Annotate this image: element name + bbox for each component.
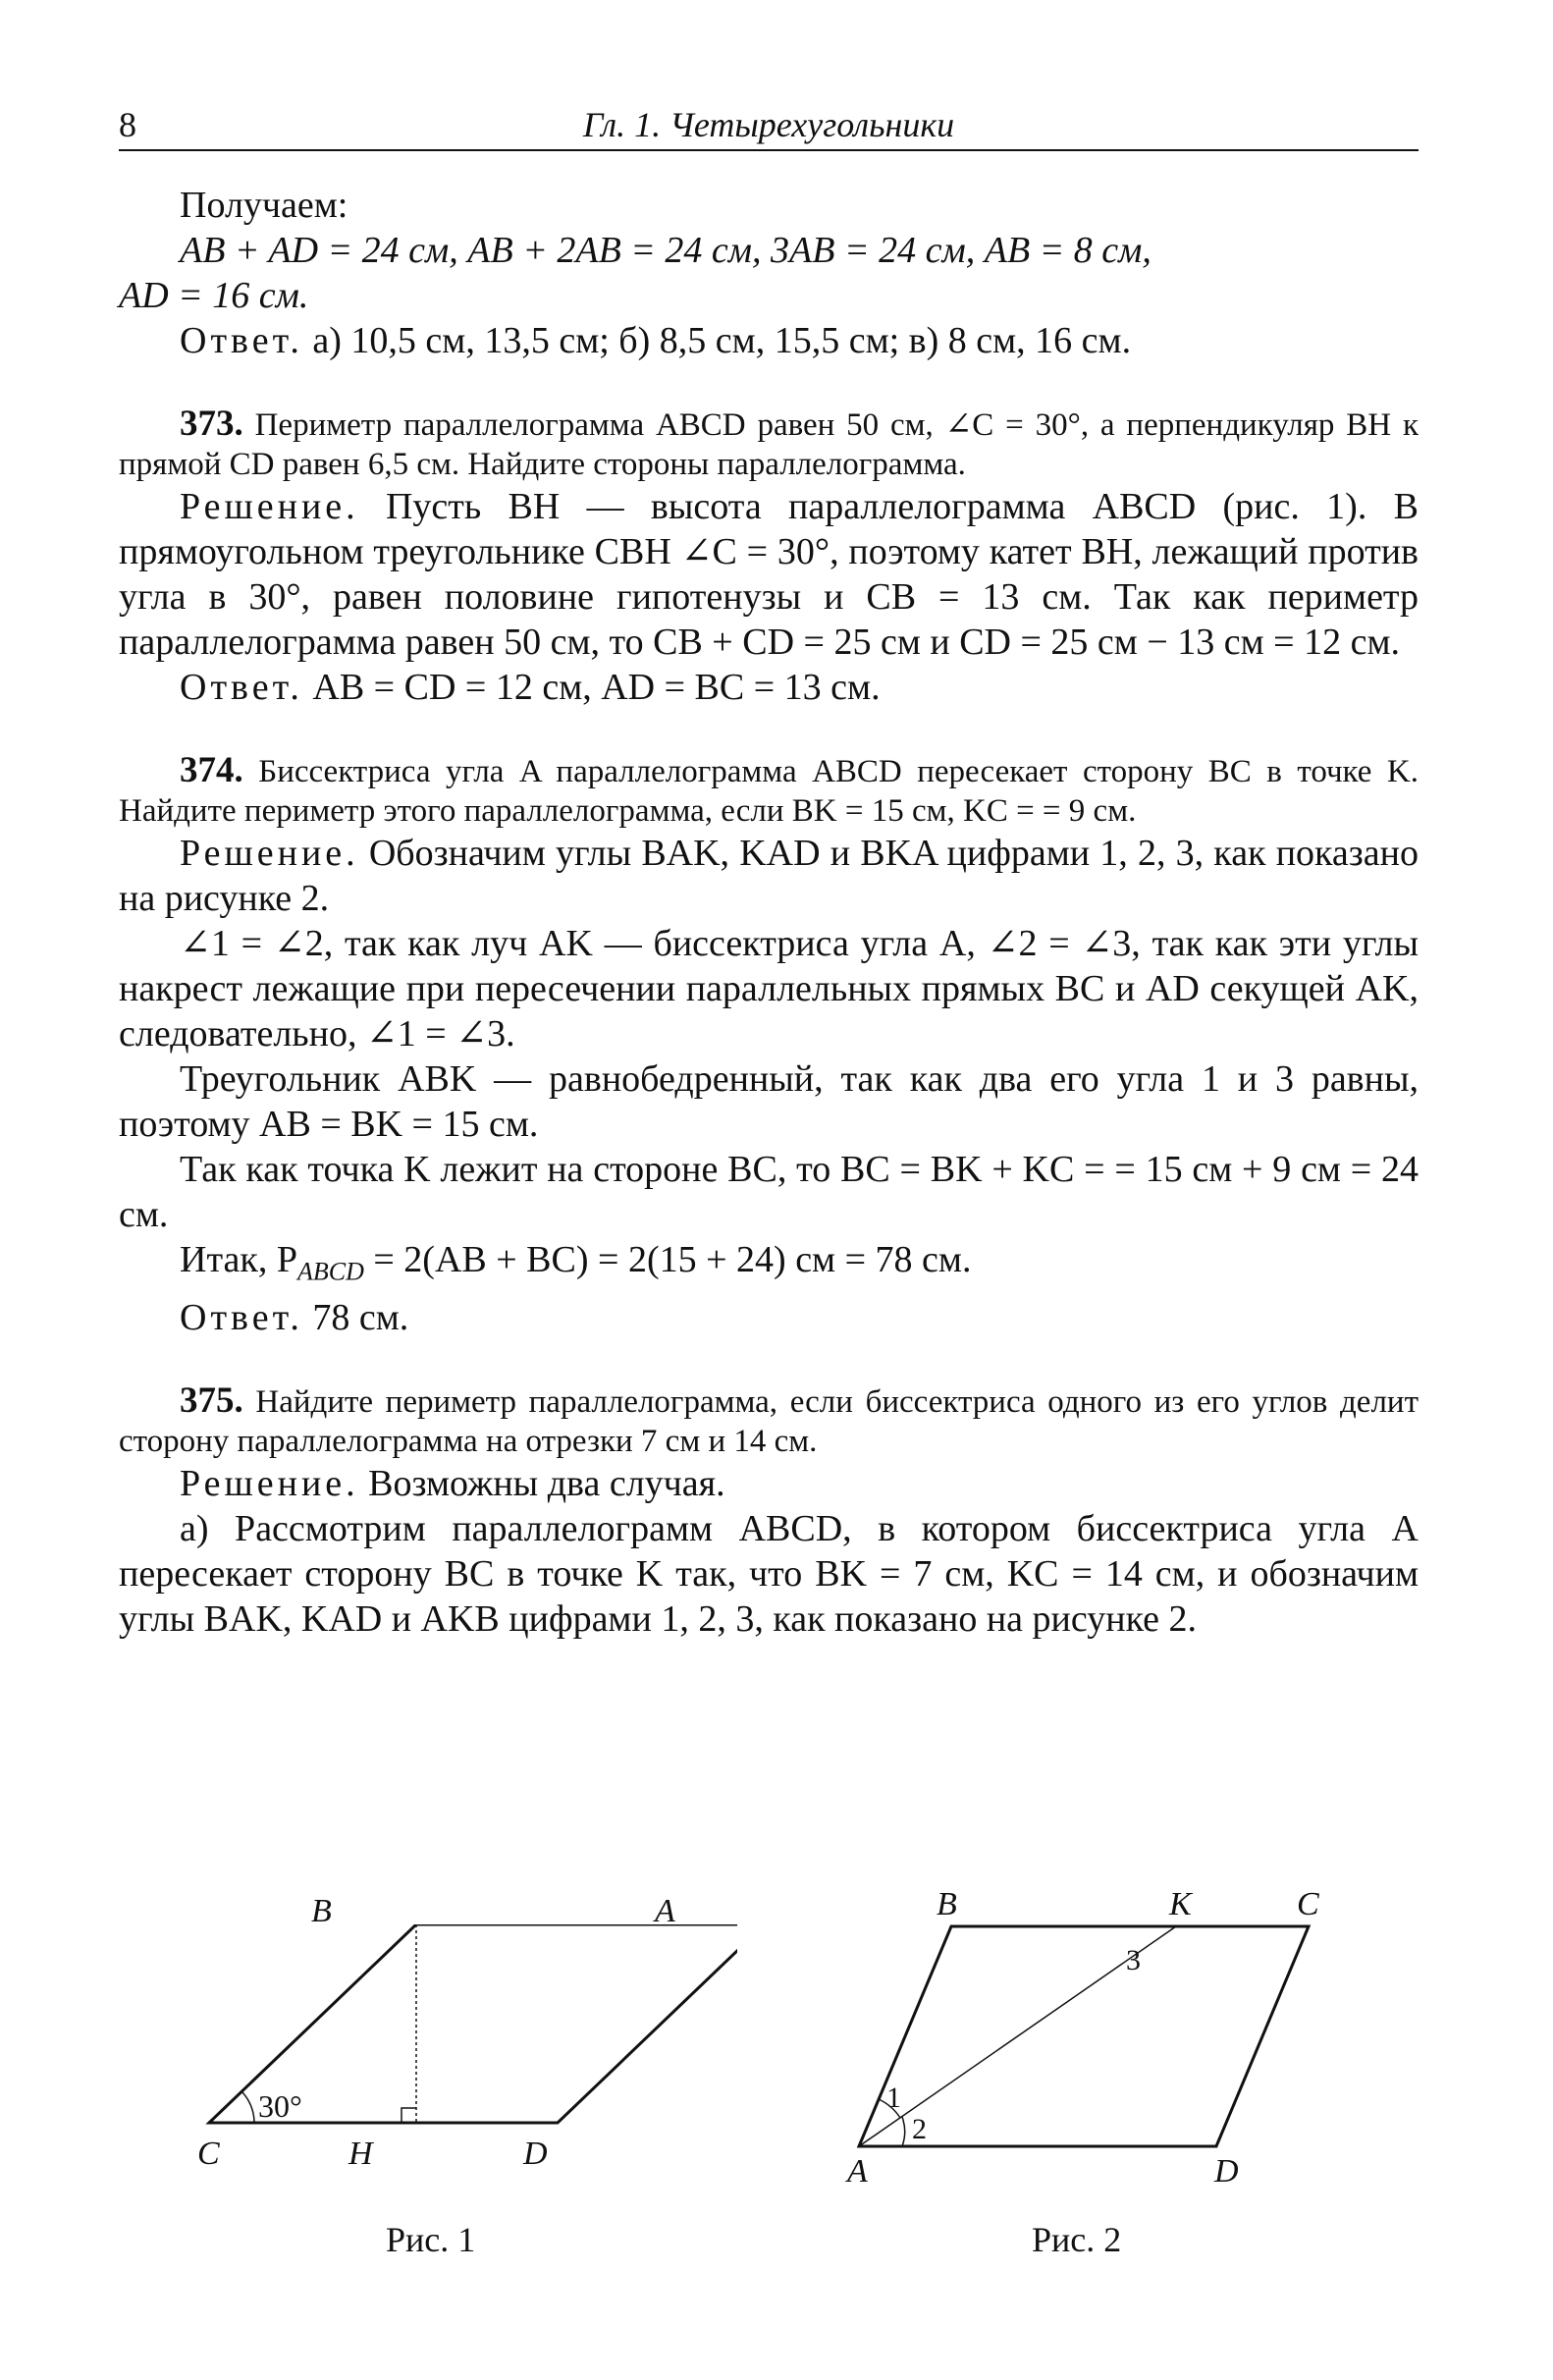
answer-text: а) 10,5 см, 13,5 см; б) 8,5 см, 15,5 см; в) 8 см, 16 см.	[302, 320, 1132, 361]
answer-paragraph	[119, 318, 1419, 363]
solution-375	[119, 1461, 1419, 1506]
label-a: A	[655, 1893, 675, 1929]
label-c: C	[1297, 1886, 1319, 1922]
figure-1-caption: Рис. 1	[386, 2220, 476, 2259]
page-content	[119, 183, 1419, 1642]
problem-373	[119, 405, 1419, 484]
label-d: D	[1214, 2153, 1239, 2190]
solution-374	[119, 831, 1419, 921]
label-h: H	[348, 2136, 373, 2172]
equation-line: AB + AD = 24 см, AB + 2AB = 24 см, 3AB = 24 см, AB = 8 см,	[180, 230, 1151, 271]
figures	[119, 1885, 1419, 2258]
problem-number: 374.	[180, 750, 243, 790]
solution-label: Решение.	[180, 833, 359, 874]
solution-374-part: Так как точка K лежит на стороне BC, то BC = BK + KC = = 15 см + 9 см = 24 см.	[119, 1149, 1419, 1235]
page-header	[119, 94, 1419, 151]
problem-375	[119, 1381, 1419, 1461]
figure-1-labels	[119, 1885, 806, 2209]
label-b: B	[311, 1893, 332, 1929]
solution-373	[119, 484, 1419, 665]
perimeter-text: Итак, P	[180, 1239, 297, 1280]
problem-text: Найдите периметр параллелограмма, если биссектриса одного из его углов делит сторону параллелограмма на отрезки 7 см и 14 см.	[119, 1383, 1419, 1459]
solution-label: Решение.	[180, 486, 359, 527]
solution-text: Пусть BH — высота параллелограмма ABCD (рис. 1). В прямоугольном треугольнике CBH ∠C = 30°, поэтому катет BH, лежащий против угла в 30°, равен половине гипотенузы и CB = 13 см. Так как периметр параллелограмма равен 50 см, то CB + CD = 25 см и CD = 25 см − 13 см = 12 см.	[119, 486, 1419, 663]
label-c: C	[197, 2136, 220, 2172]
answer-373	[119, 665, 1419, 710]
solution-374-part: Треугольник ABK — равнобедренный, так как два его угла 1 и 3 равны, поэтому AB = BK = 15 см.	[119, 1058, 1419, 1145]
problem-text: Периметр параллелограмма ABCD равен 50 см, ∠C = 30°, а перпендикуляр BH к прямой CD равен 6,5 см. Найдите стороны параллелограмма.	[119, 407, 1419, 482]
problem-text: Биссектриса угла A параллелограмма ABCD пересекает сторону BC в точке K. Найдите периметр этого параллелограмма, если BK = 15 см, KC = = 9 см.	[119, 754, 1419, 829]
angle-label: 30°	[258, 2088, 302, 2124]
label-d: D	[523, 2136, 548, 2172]
answer-text: 78 см.	[302, 1296, 409, 1338]
perimeter-rest: = 2(AB + BC) = 2(15 + 24) см = 78 см.	[363, 1239, 972, 1280]
answer-text: AB = CD = 12 см, AD = BC = 13 см.	[302, 667, 881, 708]
running-title: Гл. 1. Четырехугольники	[582, 105, 955, 144]
answer-label: Ответ.	[180, 667, 303, 708]
equation-line: AD = 16 см.	[119, 275, 309, 316]
page-number: 8	[119, 105, 136, 144]
angle-1-label: 1	[886, 2082, 901, 2114]
problem-number: 375.	[180, 1379, 243, 1421]
problem-374	[119, 751, 1419, 831]
label-a: A	[847, 2153, 868, 2190]
answer-label: Ответ.	[180, 1296, 303, 1338]
figure-2	[845, 1885, 1424, 2209]
solution-text: Обозначим углы BAK, KAD и BKA цифрами 1, 2, 3, как показано на рисунке 2.	[119, 833, 1419, 919]
angle-arc-2	[902, 2117, 905, 2146]
label-b: B	[937, 1886, 957, 1922]
solution-375-part: а) Рассмотрим параллелограмм ABCD, в котором биссектриса угла A пересекает сторону BC в точке K так, что BK = 7 см, KC = 14 см, и обозначим углы BAK, KAD и AKB цифрами 1, 2, 3, как показано на рисунке 2.	[119, 1507, 1419, 1640]
text-line: Получаем:	[180, 185, 348, 226]
label-k: K	[1169, 1886, 1192, 1922]
answer-label: Ответ.	[180, 320, 303, 361]
problem-number: 373.	[180, 404, 243, 444]
answer-374	[119, 1295, 1419, 1340]
angle-2-label: 2	[912, 2113, 927, 2145]
solution-374-part	[119, 1237, 1419, 1295]
solution-374-part: ∠1 = ∠2, так как луч AK — биссектриса угла A, ∠2 = ∠3, так как эти углы накрест лежащие при пересечении параллельных прямых BC и AD секущей AK, следовательно, ∠1 = ∠3.	[119, 923, 1419, 1055]
figure-2-caption: Рис. 2	[1032, 2220, 1122, 2259]
solution-label: Решение.	[180, 1462, 359, 1504]
solution-text: Возможны два случая.	[358, 1462, 725, 1504]
angle-3-label: 3	[1126, 1944, 1141, 1976]
perimeter-subscript: ABCD	[296, 1257, 364, 1286]
